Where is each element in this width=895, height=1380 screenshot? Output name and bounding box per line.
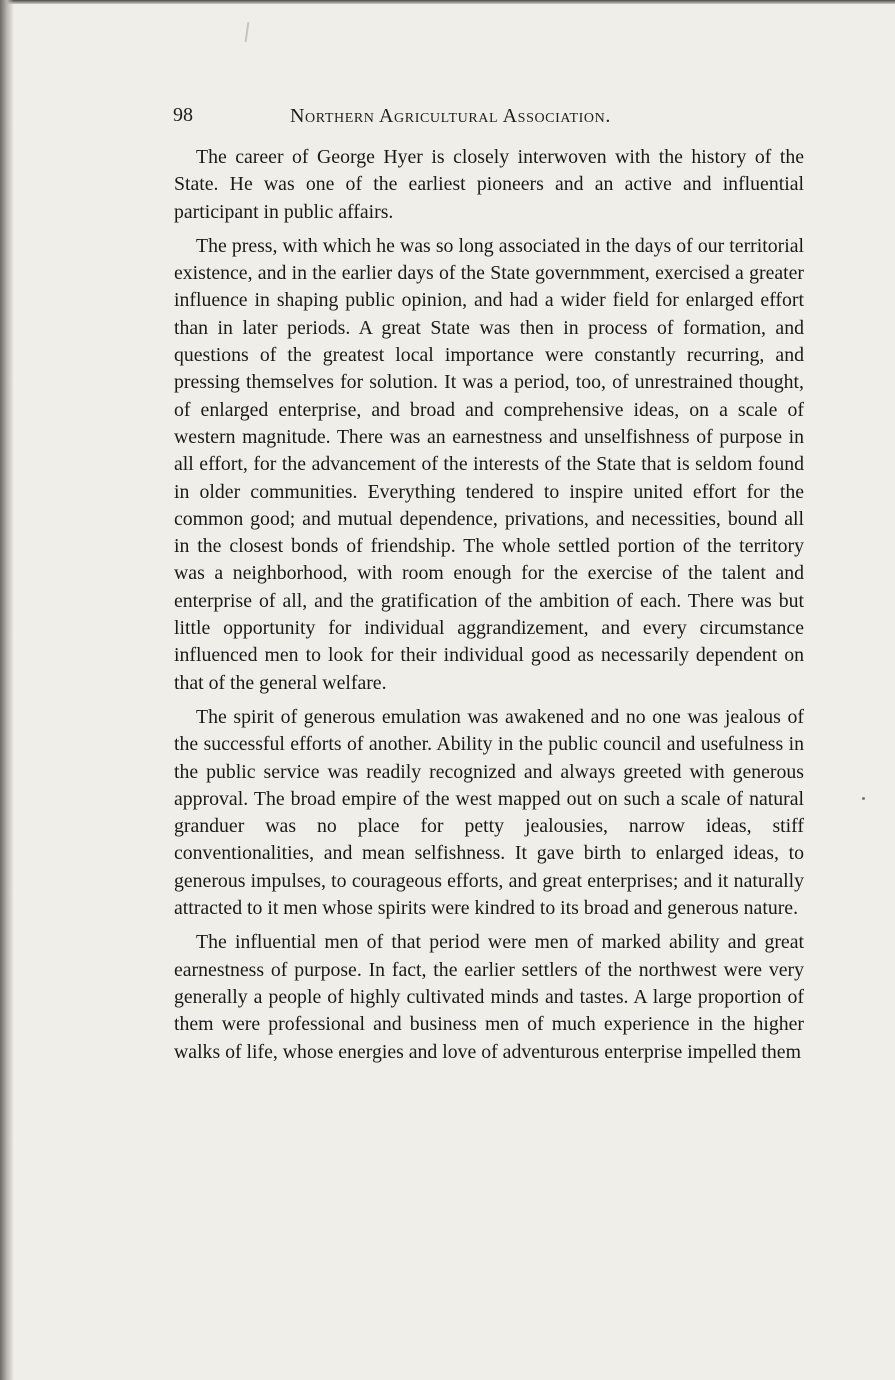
stray-ink-mark	[245, 22, 250, 42]
running-head: Northern Agricultural Association.	[290, 105, 611, 127]
paragraph: The press, with which he was so long associated in the days of our territorial existence, and in the earlier days of the State governmment, exercised a greater influence in shaping public opinion, and had a wider field for enlarged effort than in later periods. A great State was then in process of formation, and questions of the greatest local importance were constantly recurring, and pressing themselves for solution. It was a period, too, of unrestrained thought, of enlarged enterprise, and broad and comprehensive ideas, on a scale of western magnitude. There was an earnestness and unselfishness of purpose in all effort, for the advancement of the interests of the State that is seldom found in older communities. Everything tendered to inspire united effort for the common good; and mutual dependence, privations, and necessities, bound all in the closest bonds of friendship. The whole settled portion of the territory was a neighborhood, with room enough for the exercise of the talent and enterprise of all, and the gratification of the ambition of each. There was but little opportunity for individual aggrandizement, and every circumstance influenced men to look for their individual good as necessarily dependent on that of the general welfare.	[174, 234, 804, 694]
page-header	[173, 104, 808, 134]
body-text	[174, 144, 804, 1073]
paragraph: The spirit of generous emulation was awakened and no one was jealous of the successful efforts of another. Ability in the public council and usefulness in the public service was readily recognized and always greeted with generous approval. The broad empire of the west mapped out on such a scale of natural granduer was no place for petty jealousies, narrow ideas, stiff conventionalities, and mean selfishness. It gave birth to enlarged ideas, to generous impulses, to courageous efforts, and great enterprises; and it naturally attracted to it men whose spirits were kindred to its broad and generous nature.	[174, 705, 804, 920]
paragraph: The career of George Hyer is closely interwoven with the history of the State. He was one of the earliest pioneers and an active and influential participant in public affairs.	[174, 146, 804, 223]
binding-shadow	[0, 0, 14, 1380]
speck-mark	[862, 797, 865, 800]
page-top-edge	[0, 0, 895, 4]
paragraph: The influential men of that period were men of marked ability and great earnestness of purpose. In fact, the earlier settlers of the northwest were very generally a people of highly cultivated minds and tastes. A large proportion of them were professional and business men of much experience in the higher walks of life, whose energies and love of adventurous enterprise impelled them	[174, 931, 804, 1063]
page-number: 98	[173, 104, 193, 126]
